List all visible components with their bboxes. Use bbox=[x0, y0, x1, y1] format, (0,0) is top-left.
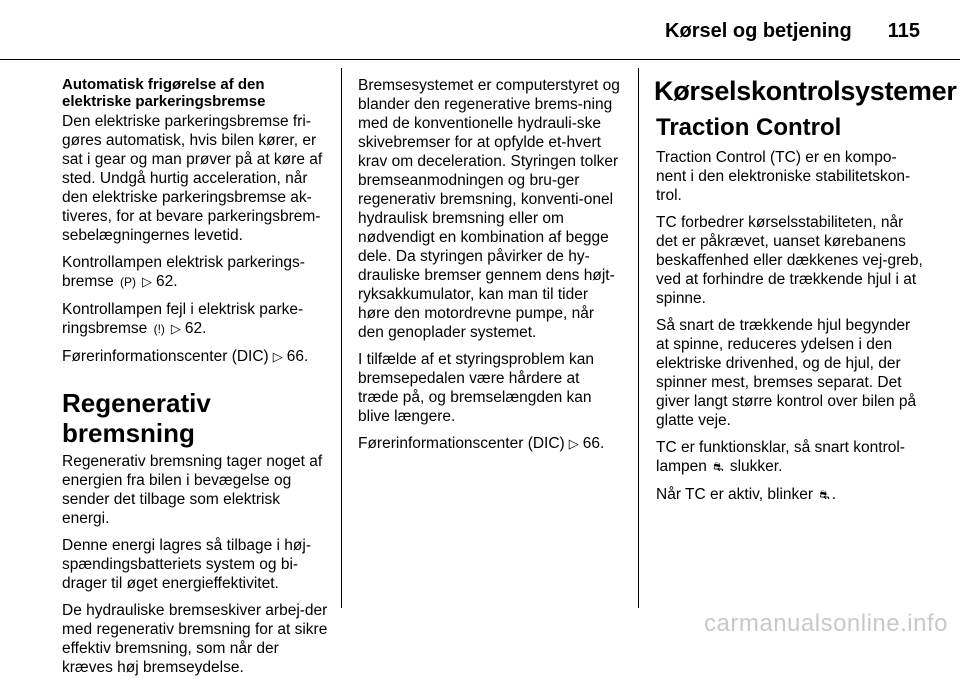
column-divider-2 bbox=[638, 68, 639, 608]
paragraph bbox=[656, 485, 924, 505]
header-title: Kørsel og betjening bbox=[665, 20, 852, 42]
page-ref: 66. bbox=[582, 435, 605, 452]
paragraph-text: Førerinformationscenter (DIC) bbox=[358, 435, 565, 452]
paragraph-text: Kontrollampen elektrisk parkerings-bremse bbox=[62, 254, 305, 290]
heading-regenerative-braking: Regenerativ bremsning bbox=[62, 388, 211, 448]
page-ref: 66. bbox=[286, 348, 309, 365]
paragraph-text: Når TC er aktiv, blinker bbox=[656, 486, 814, 503]
header-rule bbox=[0, 59, 960, 60]
paragraph: Denne energi lagres så tilbage i høj-spændingsbatteriets system og bi-drager til øget energieffektivitet. bbox=[62, 537, 311, 592]
page-ref: 62. bbox=[156, 273, 178, 290]
brake-fault-icon: (!) bbox=[153, 322, 165, 336]
paragraph: Den elektriske parkeringsbremse fri-gøres automatisk, hvis bilen kører, er sat i gear og man prøver på at køre af sted. Undgå hurtig acceleration, når den elektriske parkeringsbremse ak-tiveres, for at bevare parkeringsbrem-sebelægningernes levetid. bbox=[62, 113, 323, 244]
paragraph: Traction Control (TC) er en kompo-nent i den elektroniske stabilitetskon-trol. bbox=[656, 149, 911, 204]
heading-driving-control-systems: Kørselskontrolsystemer bbox=[654, 76, 957, 106]
page-header bbox=[665, 20, 920, 43]
watermark: carmanualsonline.info bbox=[704, 610, 948, 637]
page-number: 115 bbox=[887, 20, 920, 42]
paragraph-text: . bbox=[831, 486, 837, 503]
paragraph bbox=[656, 438, 924, 477]
paragraph-text: slukker. bbox=[729, 458, 783, 475]
paragraph: Regenerativ bremsning tager noget af energien fra bilen i bevægelse og sender det tilbage som elektrisk energi. bbox=[62, 453, 323, 527]
paragraph: Så snart de trækkende hjul begynder at spinne, reduceres ydelsen i den elektriske drivenhed, og de hjul, der spinner mest, bremses separat. Det giver langt større kontrol over bilen på glatte veje. bbox=[656, 317, 917, 429]
traction-control-icon: ⛐ bbox=[713, 460, 724, 474]
parking-brake-icon: (P) bbox=[120, 275, 136, 289]
paragraph: I tilfælde af et styringsproblem kan bremsepedalen være hårdere at træde på, og bremselængden kan blive længere. bbox=[358, 351, 595, 425]
column-3 bbox=[654, 76, 957, 513]
column-1 bbox=[62, 76, 328, 685]
page-ref-arrow-icon: ▷ bbox=[568, 436, 579, 451]
paragraph-text: TC er funktionsklar, så snart kontrol-lampen bbox=[656, 439, 905, 475]
paragraph bbox=[62, 347, 328, 366]
page-ref: 62. bbox=[184, 320, 207, 337]
subheading-traction-control: Traction Control bbox=[656, 114, 842, 141]
paragraph: TC forbedrer kørselsstabiliteten, når det er påkrævet, uanset kørebanens beskaffenhed eller dækkenes vej-greb, ved at forhindre de trækkende hjul i at spinne. bbox=[656, 214, 923, 307]
paragraph bbox=[62, 253, 328, 292]
paragraph-text: Førerinformationscenter (DIC) bbox=[62, 348, 269, 365]
paragraph bbox=[62, 300, 328, 339]
paragraph: De hydrauliske bremseskiver arbej-der med regenerativ bremsning for at sikre effektiv bremsning, som når der kræves høj bremseydelse. bbox=[62, 602, 328, 676]
column-2 bbox=[358, 76, 623, 461]
paragraph: Bremsesystemet er computerstyret og blander den regenerative brems-ning med de konventionelle hydrauli-ske skivebremser for at opfylde et-hvert krav om deceleration. Styringen tolker bremseanmodningen og bru-ger regenerativ bremsning, konventi-onel hydraulisk bremsning eller om nødvendigt en kombination af begge dele. Da styringen påvirker de hy-drauliske bremser gennem dens højt-ryksakkumulator, kan man til tider høre den motordrevne pumpe, når den genoplader systemet. bbox=[358, 77, 620, 341]
traction-control-icon: ⛐ bbox=[819, 488, 830, 502]
page-ref-arrow-icon: ▷ bbox=[142, 274, 152, 289]
page-ref-arrow-icon: ▷ bbox=[170, 321, 181, 336]
paragraph bbox=[358, 434, 623, 453]
subheading-parking-brake: Automatisk frigørelse af den elektriske parkeringsbremse bbox=[62, 76, 266, 110]
column-divider-1 bbox=[341, 68, 342, 608]
paragraph-text: Kontrollampen fejl i elektrisk parke-ringsbremse bbox=[62, 301, 304, 337]
page-ref-arrow-icon: ▷ bbox=[272, 349, 283, 364]
